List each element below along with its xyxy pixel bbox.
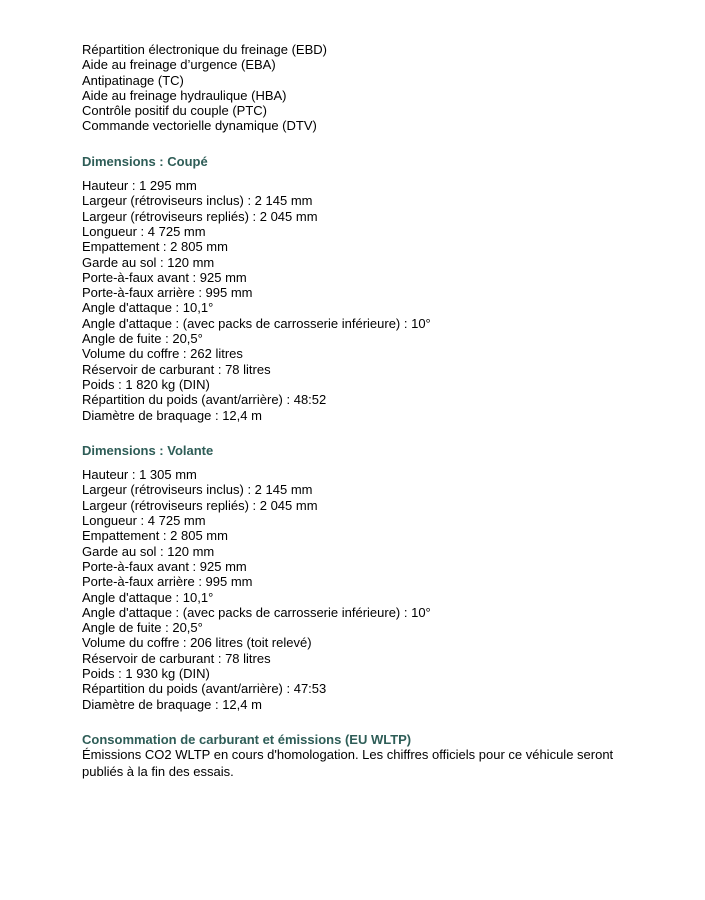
coupe-spec: Angle d'attaque : 10,1° [82,300,214,316]
coupe-spec: Largeur (rétroviseurs repliés) : 2 045 mm [82,208,318,224]
volante-spec: Angle d'attaque : (avec packs de carrosserie inférieure) : 10° [82,604,431,620]
coupe-dimensions-heading: Dimensions : Coupé [82,153,208,169]
safety-item: Répartition électronique du freinage (EBD) [82,42,327,57]
coupe-spec: Garde au sol : 120 mm [82,254,215,270]
safety-item: Aide au freinage d’urgence (EBA) [82,57,276,73]
volante-spec: Réservoir de carburant : 78 litres [82,650,271,666]
coupe-spec: Hauteur : 1 295 mm [82,178,197,194]
volante-spec: Poids : 1 930 kg (DIN) [82,665,210,681]
coupe-spec: Répartition du poids (avant/arrière) : 48:52 [82,392,327,408]
volante-spec: Angle de fuite : 20,5° [82,620,203,636]
volante-spec: Largeur (rétroviseurs repliés) : 2 045 mm [82,497,318,513]
volante-spec: Angle d'attaque : 10,1° [82,589,214,605]
volante-spec: Hauteur : 1 305 mm [82,467,197,483]
safety-item: Contrôle positif du couple (PTC) [82,103,267,119]
safety-item: Aide au freinage hydraulique (HBA) [82,87,287,103]
volante-spec: Répartition du poids (avant/arrière) : 47:53 [82,681,327,697]
volante-dimensions-heading: Dimensions : Volante [82,442,214,458]
coupe-spec: Poids : 1 820 kg (DIN) [82,376,210,392]
safety-item: Antipatinage (TC) [82,72,184,88]
coupe-spec: Volume du coffre : 262 litres [82,346,243,362]
coupe-spec: Empattement : 2 805 mm [82,239,228,255]
coupe-spec: Longueur : 4 725 mm [82,223,206,239]
coupe-dimensions-section [82,154,642,423]
volante-dimensions-section [82,443,642,712]
volante-spec: Longueur : 4 725 mm [82,513,206,529]
coupe-spec: Porte-à-faux arrière : 995 mm [82,285,253,301]
volante-spec: Empattement : 2 805 mm [82,528,228,544]
coupe-spec: Largeur (rétroviseurs inclus) : 2 145 mm [82,193,313,209]
emissions-heading: Consommation de carburant et émissions (EU WLTP) [82,731,412,747]
document-page [82,42,642,780]
coupe-spec: Angle de fuite : 20,5° [82,331,203,347]
volante-spec: Porte-à-faux arrière : 995 mm [82,574,253,590]
safety-systems-list [82,42,642,134]
coupe-spec: Porte-à-faux avant : 925 mm [82,269,247,285]
volante-spec: Diamètre de braquage : 12,4 m [82,696,262,712]
volante-spec: Porte-à-faux avant : 925 mm [82,558,247,574]
emissions-section [82,732,642,780]
coupe-spec: Diamètre de braquage : 12,4 m [82,407,262,423]
safety-item: Commande vectorielle dynamique (DTV) [82,118,317,134]
coupe-spec: Angle d'attaque : (avec packs de carrosserie inférieure) : 10° [82,315,431,331]
emissions-text: Émissions CO2 WLTP en cours d'homologation. Les chiffres officiels pour ce véhicule seront publiés à la fin des essais. [82,747,614,779]
volante-spec: Volume du coffre : 206 litres (toit relevé) [82,635,312,651]
coupe-spec: Réservoir de carburant : 78 litres [82,361,271,377]
volante-spec: Largeur (rétroviseurs inclus) : 2 145 mm [82,482,313,498]
volante-spec: Garde au sol : 120 mm [82,543,215,559]
